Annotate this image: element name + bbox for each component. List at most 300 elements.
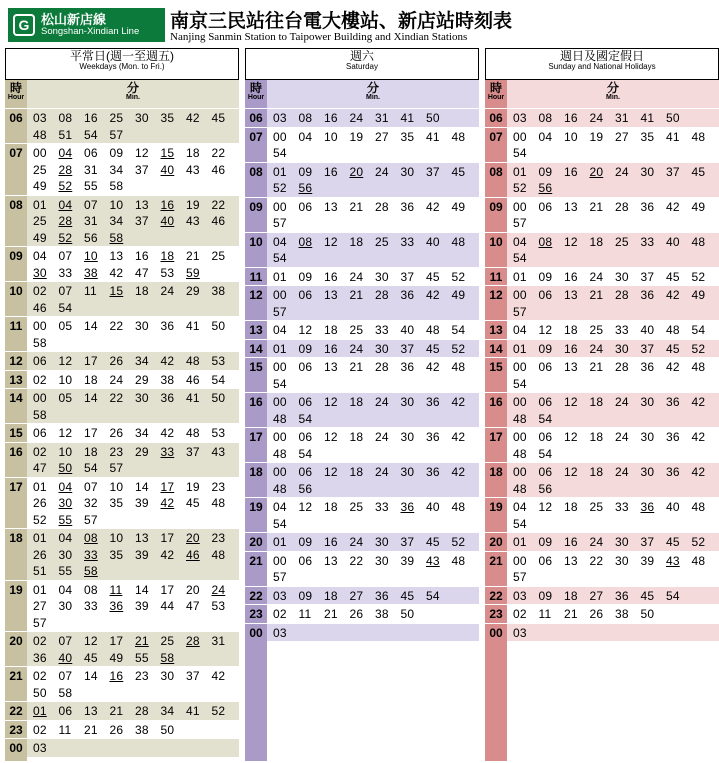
table-row: [5, 388, 239, 423]
minute-value: 57: [513, 304, 527, 319]
minutes-cell: [27, 721, 239, 739]
minutes-cell: [267, 109, 479, 127]
minute-value: 16: [135, 249, 149, 263]
minutes-cell: [267, 128, 479, 162]
minute-value: 03: [273, 625, 287, 640]
minutes-cell: [507, 286, 719, 320]
hour-cell: 19: [249, 500, 263, 514]
table-row: [485, 127, 719, 162]
minute-value: 09: [298, 341, 313, 356]
minute-value: 02: [33, 722, 47, 737]
minute-value: 04: [513, 500, 527, 514]
minute-value: 42: [691, 395, 706, 409]
minute-value: 26: [33, 496, 47, 510]
minutes-cell: [267, 605, 479, 623]
minute-value: 12: [324, 465, 338, 479]
minute-value: 10: [58, 444, 73, 459]
minute-value: 53: [211, 354, 226, 368]
minute-value: 29: [135, 444, 149, 459]
minute-value: 01: [513, 535, 527, 549]
hour-cell: 11: [489, 269, 503, 284]
minute-value: 36: [640, 360, 655, 374]
minute-value: 37: [640, 341, 655, 356]
minute-value: 24: [375, 395, 389, 409]
table-row: [5, 666, 239, 701]
minute-value: 48: [273, 481, 287, 496]
minute-value: 06: [298, 360, 313, 374]
minute-value: 16: [324, 111, 338, 125]
table-row: [485, 462, 719, 497]
minute-value: 42: [109, 265, 124, 280]
table-row: [245, 232, 479, 267]
minute-value: 47: [186, 599, 200, 613]
table-row: [245, 392, 479, 427]
minute-value: 17: [109, 634, 124, 648]
minutes-cell: [267, 428, 479, 462]
minute-value: 01: [273, 164, 287, 179]
minute-value: 24: [375, 465, 389, 479]
minute-value: 00: [273, 465, 287, 479]
minute-value: 53: [211, 426, 226, 440]
minute-value: 24: [589, 269, 604, 284]
table-row: [485, 232, 719, 267]
minute-value: 30: [375, 269, 389, 284]
hour-cell: 15: [249, 360, 263, 374]
hour-cell: 18: [9, 531, 23, 545]
hour-cell: 07: [249, 129, 263, 144]
minute-value: 08: [538, 111, 553, 125]
table-row: [5, 528, 239, 580]
minute-value: 54: [691, 323, 706, 337]
holiday-title: 週日及國定假日 Sunday and National Holidays: [485, 48, 719, 80]
minute-value: 00: [273, 360, 287, 374]
minute-value: 10: [109, 479, 124, 494]
minute-value: 18: [349, 395, 364, 409]
minute-value: 31: [615, 111, 629, 125]
minute-value: 14: [135, 479, 149, 494]
minute-value: 24: [589, 111, 604, 125]
minute-value: 49: [691, 199, 706, 214]
line-code-icon: G: [13, 14, 35, 36]
minute-value: 36: [426, 430, 440, 444]
table-row: [5, 195, 239, 247]
minute-value: 33: [400, 234, 415, 249]
minute-value: 42: [211, 669, 226, 683]
minutes-cell: [27, 443, 239, 477]
minute-header: 分 Min.: [27, 80, 239, 108]
minute-value: 14: [84, 391, 98, 405]
minutes-cell: [507, 163, 719, 197]
minutes-cell: [507, 393, 719, 427]
minute-value: 04: [33, 249, 47, 263]
hour-header: 時 Hour: [487, 81, 505, 101]
minute-value: 13: [324, 199, 338, 214]
minute-value: 28: [375, 199, 389, 214]
table-row: [245, 320, 479, 339]
hour-cell: 07: [9, 146, 23, 160]
minute-value: 45: [451, 164, 466, 179]
minute-value: 50: [58, 461, 73, 475]
minute-value: 00: [513, 288, 527, 302]
minute-value: 34: [160, 704, 175, 718]
minute-value: 12: [58, 426, 73, 440]
minute-value: 54: [538, 446, 553, 461]
minute-value: 06: [298, 395, 313, 409]
minute-value: 25: [589, 323, 604, 337]
table-row: [245, 267, 479, 286]
minutes-cell: [267, 552, 479, 586]
minute-value: 48: [451, 129, 466, 144]
minute-value: 54: [211, 372, 226, 387]
hour-cell: 17: [9, 479, 23, 494]
minute-value: 21: [349, 199, 364, 214]
hour-cell: 10: [9, 284, 23, 298]
minute-value: 11: [538, 607, 552, 621]
minute-value: 13: [135, 531, 149, 545]
minute-value: 57: [273, 570, 287, 584]
minute-value: 42: [451, 395, 466, 409]
minute-value: 26: [349, 607, 364, 621]
minute-value: 38: [135, 722, 149, 737]
hour-cell: 19: [489, 500, 503, 514]
minute-value: 42: [426, 288, 440, 302]
hour-cell: 23: [249, 607, 263, 621]
minute-value: 34: [109, 214, 124, 228]
minute-value: 45: [211, 111, 226, 125]
minute-value: 41: [640, 111, 655, 125]
minute-value: 07: [58, 634, 73, 648]
minute-value: 28: [135, 704, 149, 718]
minute-value: 58: [160, 650, 175, 665]
minute-value: 48: [211, 547, 226, 562]
minute-value: 24: [589, 535, 604, 549]
minute-value: 19: [186, 197, 200, 212]
minute-value: 37: [426, 164, 440, 179]
minute-value: 06: [298, 430, 313, 444]
table-row: [245, 604, 479, 623]
minute-value: 52: [451, 535, 466, 549]
minutes-cell: [507, 605, 719, 623]
minute-value: 42: [160, 547, 175, 562]
minute-value: 07: [84, 479, 98, 494]
minute-value: 10: [109, 197, 124, 212]
minute-value: 30: [58, 599, 73, 613]
minutes-cell: [27, 196, 239, 247]
minute-value: 35: [109, 496, 124, 510]
minute-value: 18: [564, 588, 578, 603]
minute-value: 08: [298, 234, 313, 249]
minutes-cell: [27, 702, 239, 720]
minute-value: 48: [186, 426, 200, 440]
minutes-cell: [507, 552, 719, 586]
minute-value: 54: [513, 251, 527, 265]
minute-value: 03: [273, 111, 287, 125]
hour-cell: 00: [9, 741, 23, 755]
minute-value: 02: [273, 607, 287, 621]
minute-value: 30: [160, 669, 175, 683]
minutes-cell: [267, 233, 479, 267]
minute-value: 49: [33, 230, 47, 245]
minute-value: 33: [615, 500, 629, 514]
minute-value: 36: [640, 288, 655, 302]
minute-value: 00: [273, 430, 287, 444]
minute-value: 36: [400, 288, 415, 302]
minute-value: 37: [135, 162, 149, 177]
minute-value: 48: [426, 323, 440, 337]
minute-value: 54: [426, 588, 440, 603]
hour-cell: 22: [489, 588, 503, 603]
hour-cell: 11: [9, 319, 23, 333]
minute-value: 13: [324, 553, 338, 568]
minute-value: 33: [160, 444, 175, 459]
minute-value: 52: [58, 179, 73, 193]
minute-value: 39: [640, 553, 655, 568]
minute-value: 58: [84, 564, 98, 578]
minute-value: 36: [109, 599, 124, 613]
hour-cell: 08: [489, 164, 503, 179]
minute-value: 06: [33, 354, 47, 368]
hour-header: 時 Hour: [7, 81, 25, 101]
minute-value: 01: [33, 531, 47, 545]
minute-value: 09: [538, 269, 553, 284]
minute-value: 32: [84, 496, 98, 510]
minute-value: 50: [666, 111, 680, 125]
minute-value: 30: [615, 341, 629, 356]
minute-value: 33: [615, 323, 629, 337]
minute-value: 22: [109, 319, 124, 333]
minute-value: 20: [349, 164, 364, 179]
minute-value: 34: [135, 426, 149, 440]
minute-value: 24: [211, 582, 226, 597]
minutes-cell: [267, 463, 479, 497]
minute-value: 36: [615, 588, 629, 603]
hour-cell: 20: [249, 535, 263, 549]
minute-value: 25: [109, 111, 124, 125]
minute-value: 48: [691, 360, 706, 374]
minute-value: 33: [640, 234, 655, 249]
minute-value: 12: [564, 430, 578, 444]
table-row: [5, 738, 239, 757]
minute-value: 09: [538, 164, 553, 179]
table-row: [485, 285, 719, 320]
minute-value: 00: [33, 146, 47, 160]
minute-value: 55: [84, 179, 98, 193]
minute-value: 16: [564, 269, 578, 284]
table-row: [485, 586, 719, 605]
minute-value: 40: [160, 162, 175, 177]
minute-value: 22: [211, 146, 226, 160]
hour-cell: 21: [249, 553, 263, 568]
minute-value: 33: [375, 323, 389, 337]
minutes-cell: [27, 109, 239, 143]
line-badge: [8, 8, 165, 42]
minute-value: 43: [211, 444, 226, 459]
minute-value: 45: [666, 341, 680, 356]
minute-value: 09: [538, 588, 553, 603]
table-row: [485, 392, 719, 427]
minute-value: 01: [273, 341, 287, 356]
minute-value: 18: [135, 284, 149, 298]
minute-value: 39: [135, 599, 149, 613]
minute-value: 58: [109, 179, 124, 193]
minute-value: 24: [160, 284, 175, 298]
minute-value: 25: [160, 634, 175, 648]
minute-value: 48: [513, 481, 527, 496]
minute-value: 02: [33, 372, 47, 387]
minutes-cell: [267, 498, 479, 532]
table-row: [5, 351, 239, 370]
table-row: [485, 320, 719, 339]
hour-header: 時 Hour: [247, 81, 265, 101]
minute-value: 42: [666, 199, 680, 214]
minute-value: 07: [58, 669, 73, 683]
minute-value: 21: [589, 199, 604, 214]
minute-value: 03: [513, 625, 527, 640]
minute-value: 36: [426, 465, 440, 479]
minute-value: 54: [451, 323, 466, 337]
minute-value: 30: [400, 430, 415, 444]
minute-value: 54: [513, 146, 527, 160]
minute-value: 09: [538, 341, 553, 356]
minute-value: 52: [691, 341, 706, 356]
minute-value: 33: [84, 547, 98, 562]
minute-value: 58: [33, 335, 47, 350]
minute-value: 04: [273, 500, 287, 514]
minute-value: 37: [400, 535, 415, 549]
table-row: [5, 423, 239, 442]
minute-value: 40: [666, 234, 680, 249]
hour-cell: 23: [9, 722, 23, 737]
table-row: [245, 197, 479, 232]
hour-cell: 00: [249, 625, 263, 640]
minute-value: 36: [400, 199, 415, 214]
page-title: 南京三民站往台電大樓站、新店站時刻表: [170, 10, 513, 32]
minute-value: 11: [298, 607, 312, 621]
minute-value: 02: [33, 634, 47, 648]
minute-value: 36: [640, 500, 655, 514]
minute-value: 08: [298, 111, 313, 125]
minute-value: 13: [324, 360, 338, 374]
minutes-cell: [267, 198, 479, 232]
minute-value: 18: [186, 146, 200, 160]
minute-value: 39: [135, 547, 149, 562]
minute-value: 24: [109, 372, 124, 387]
minute-value: 48: [451, 360, 466, 374]
minute-value: 11: [109, 582, 123, 597]
minute-value: 36: [640, 199, 655, 214]
minute-value: 05: [58, 319, 73, 333]
minute-value: 42: [666, 360, 680, 374]
minute-value: 54: [84, 127, 98, 142]
table-row: [245, 339, 479, 358]
minute-value: 14: [84, 669, 98, 683]
minute-value: 37: [135, 214, 149, 228]
minute-value: 23: [109, 444, 124, 459]
minutes-cell: [507, 268, 719, 286]
minute-value: 29: [135, 372, 149, 387]
minutes-cell: [27, 282, 239, 316]
minute-value: 06: [538, 553, 553, 568]
minutes-cell: [27, 632, 239, 666]
minute-value: 30: [400, 164, 415, 179]
minute-value: 12: [538, 500, 553, 514]
minute-value: 41: [400, 111, 415, 125]
minute-value: 55: [58, 564, 73, 578]
minute-value: 30: [615, 269, 629, 284]
minute-value: 20: [186, 582, 200, 597]
minute-value: 00: [273, 199, 287, 214]
table-row: [245, 551, 479, 586]
table-row: [5, 370, 239, 389]
table-row: [5, 281, 239, 316]
minute-value: 36: [375, 588, 389, 603]
minutes-cell: [267, 393, 479, 427]
minute-value: 46: [33, 300, 47, 315]
minute-value: 04: [58, 479, 73, 494]
hour-cell: 19: [9, 582, 23, 597]
minutes-cell: [27, 424, 239, 442]
table-row: [245, 127, 479, 162]
table-row: [485, 267, 719, 286]
minute-value: 04: [58, 197, 73, 212]
minute-value: 38: [615, 607, 629, 621]
minute-value: 56: [84, 230, 98, 245]
minute-value: 48: [513, 411, 527, 426]
minutes-cell: [507, 340, 719, 358]
minute-value: 00: [273, 288, 287, 302]
table-row: [245, 462, 479, 497]
minute-value: 57: [273, 304, 287, 319]
minute-value: 15: [160, 146, 175, 160]
minute-value: 13: [564, 288, 578, 302]
minute-value: 55: [58, 512, 73, 527]
table-row: [5, 580, 239, 632]
minute-value: 18: [589, 465, 604, 479]
minute-value: 37: [640, 535, 655, 549]
minute-value: 02: [513, 607, 527, 621]
minutes-cell: [27, 371, 239, 389]
minute-value: 52: [211, 704, 226, 718]
minute-value: 38: [160, 372, 175, 387]
minute-value: 45: [84, 650, 98, 665]
minute-value: 45: [640, 588, 655, 603]
minute-value: 43: [426, 553, 440, 568]
minute-value: 35: [640, 129, 655, 144]
minute-value: 06: [298, 199, 313, 214]
minute-value: 28: [615, 199, 629, 214]
hour-cell: 14: [9, 391, 23, 405]
minutes-cell: [27, 581, 239, 632]
minute-value: 09: [298, 164, 313, 179]
minute-value: 18: [564, 323, 578, 337]
minutes-cell: [267, 286, 479, 320]
minute-value: 43: [186, 214, 200, 228]
minute-value: 09: [538, 535, 553, 549]
minute-value: 15: [109, 284, 124, 298]
hour-cell: 17: [249, 430, 263, 444]
minute-value: 41: [426, 129, 440, 144]
minute-value: 25: [349, 323, 364, 337]
minute-value: 56: [298, 481, 313, 496]
minutes-cell: [27, 352, 239, 370]
minute-value: 52: [273, 181, 287, 195]
minute-value: 26: [109, 722, 124, 737]
table-row: [5, 477, 239, 529]
minutes-cell: [27, 389, 239, 423]
minute-value: 24: [375, 164, 389, 179]
minute-value: 21: [135, 634, 149, 648]
minute-value: 03: [273, 588, 287, 603]
